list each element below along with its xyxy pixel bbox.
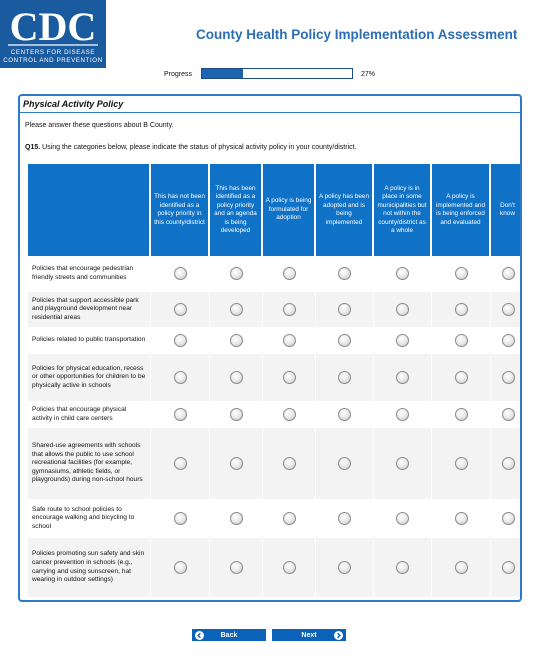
row-label: Policies that encourage pedestrian friendly streets and communities: [28, 256, 150, 292]
radio-option[interactable]: [230, 267, 243, 280]
chevron-right-circle-icon: [334, 631, 343, 640]
row-label: Policies that encourage physical activity in child care centers: [28, 402, 150, 428]
back-button-label: Back: [220, 631, 238, 639]
radio-option[interactable]: [338, 371, 351, 384]
radio-option[interactable]: [338, 334, 351, 347]
row-label: Policies related to public transportation: [28, 328, 150, 354]
row-label: Shared-use agreements with schools that allows the public to use school recreational facilities (for example, gymnasiums, athletic fields, or playgrounds) during non-school hours: [28, 428, 150, 500]
radio-option[interactable]: [230, 561, 243, 574]
radio-option[interactable]: [230, 303, 243, 316]
radio-option[interactable]: [338, 408, 351, 421]
cdc-logo: [0, 0, 106, 68]
matrix-header-blank: [28, 164, 150, 256]
radio-option[interactable]: [455, 371, 468, 384]
radio-option[interactable]: [396, 512, 409, 525]
survey-title: County Health Policy Implementation Assessment: [196, 27, 518, 42]
matrix-header-row: [28, 164, 522, 256]
radio-option[interactable]: [502, 457, 515, 470]
progress-label: Progress: [164, 71, 193, 78]
radio-option[interactable]: [283, 334, 296, 347]
radio-option[interactable]: [396, 334, 409, 347]
progress-bar: [201, 68, 353, 79]
radio-option[interactable]: [502, 334, 515, 347]
question-text: [25, 144, 357, 151]
table-row: [28, 500, 522, 538]
table-row: [28, 354, 522, 402]
radio-option[interactable]: [283, 457, 296, 470]
radio-option[interactable]: [338, 303, 351, 316]
radio-option[interactable]: [283, 267, 296, 280]
column-header: A policy is implemented and is being enforced and evaluated: [432, 164, 490, 256]
radio-option[interactable]: [338, 457, 351, 470]
radio-option[interactable]: [502, 303, 515, 316]
column-header: A policy is being formulated for adoption: [263, 164, 315, 256]
radio-option[interactable]: [455, 267, 468, 280]
table-row: [28, 256, 522, 292]
row-label: Policies for physical education, recess or other opportunities for children to be physically active in schools: [28, 354, 150, 402]
next-button[interactable]: [272, 629, 346, 641]
radio-option[interactable]: [338, 267, 351, 280]
radio-option[interactable]: [230, 371, 243, 384]
next-button-label: Next: [301, 631, 317, 639]
progress-percent: 27%: [361, 71, 376, 78]
radio-option[interactable]: [283, 303, 296, 316]
radio-option[interactable]: [455, 334, 468, 347]
chevron-left-circle-icon: [195, 631, 204, 640]
radio-option[interactable]: [174, 303, 187, 316]
table-row: [28, 428, 522, 500]
radio-option[interactable]: [283, 561, 296, 574]
radio-option[interactable]: [174, 371, 187, 384]
radio-option[interactable]: [502, 561, 515, 574]
column-header: A policy has been adopted and is being implemented: [316, 164, 373, 256]
radio-option[interactable]: [230, 334, 243, 347]
radio-option[interactable]: [230, 457, 243, 470]
table-row: [28, 328, 522, 354]
radio-option[interactable]: [455, 408, 468, 421]
column-header: A policy is in place in some municipalities but not within the county/district as a whole: [374, 164, 431, 256]
row-label: Policies promoting sun safety and skin cancer prevention in schools (e.g., carrying and using sunscreen, hat wearing in outdoor settings): [28, 538, 150, 598]
radio-option[interactable]: [174, 408, 187, 421]
radio-option[interactable]: [455, 457, 468, 470]
back-button[interactable]: [192, 629, 266, 641]
question-number: Q15.: [25, 144, 41, 151]
radio-option[interactable]: [396, 267, 409, 280]
table-row: [28, 538, 522, 598]
radio-option[interactable]: [230, 512, 243, 525]
column-header: This has not been identified as a policy priority in this county/district: [151, 164, 209, 256]
radio-option[interactable]: [174, 512, 187, 525]
section-title: Physical Activity Policy: [20, 96, 520, 113]
radio-option[interactable]: [338, 561, 351, 574]
radio-option[interactable]: [396, 408, 409, 421]
radio-option[interactable]: [174, 334, 187, 347]
radio-option[interactable]: [283, 512, 296, 525]
table-row: [28, 402, 522, 428]
radio-option[interactable]: [502, 267, 515, 280]
progress-fill: [202, 69, 243, 78]
question-body: Using the categories below, please indicate the status of physical activity policy in your county/district.: [40, 144, 357, 151]
row-label: Safe route to school policies to encourage walking and bicycling to school: [28, 500, 150, 538]
column-header: This has been identified as a policy priority and an agenda is being developed: [210, 164, 262, 256]
radio-option[interactable]: [455, 512, 468, 525]
radio-option[interactable]: [502, 512, 515, 525]
question-intro: Please answer these questions about B County.: [25, 122, 174, 129]
radio-option[interactable]: [396, 561, 409, 574]
radio-option[interactable]: [502, 371, 515, 384]
question-matrix: [27, 164, 522, 598]
row-label: Policies that support accessible park and playground development near residential areas: [28, 292, 150, 328]
radio-option[interactable]: [174, 457, 187, 470]
radio-option[interactable]: [174, 267, 187, 280]
radio-option[interactable]: [502, 408, 515, 421]
radio-option[interactable]: [230, 408, 243, 421]
radio-option[interactable]: [283, 408, 296, 421]
radio-option[interactable]: [283, 371, 296, 384]
radio-option[interactable]: [396, 371, 409, 384]
logo-tagline-line2: Control and Prevention: [3, 57, 103, 64]
radio-option[interactable]: [455, 303, 468, 316]
question-panel: [18, 94, 522, 602]
logo-tagline-line1: Centers for Disease: [10, 49, 96, 56]
table-row: [28, 292, 522, 328]
radio-option[interactable]: [174, 561, 187, 574]
radio-option[interactable]: [455, 561, 468, 574]
radio-option[interactable]: [396, 303, 409, 316]
logo-text: CDC: [9, 4, 97, 49]
radio-option[interactable]: [396, 457, 409, 470]
radio-option[interactable]: [338, 512, 351, 525]
column-header: Don't know: [491, 164, 522, 256]
